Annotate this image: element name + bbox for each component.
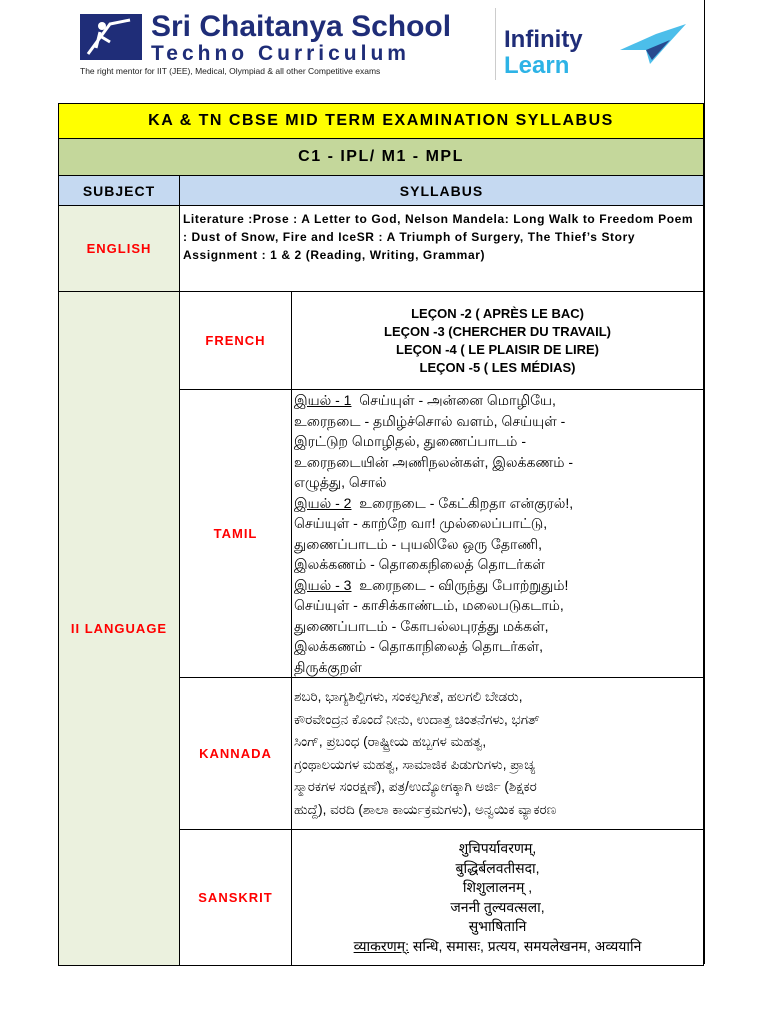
- english-syllabus: [180, 206, 704, 292]
- tamil-line: எழுத்து, சொல்: [294, 474, 387, 490]
- tamil-text: உரைநடை - விருந்து போற்றுதும்!: [351, 576, 569, 593]
- kannada-line: ಸಿಂಗ್, ಪ್ರಬಂಧ (ರಾಷ್ಟ್ರೀಯ ಹಬ್ಬಗಳ ಮಹತ್ವ,: [294, 734, 487, 749]
- school-tagline: The right mentor for IIT (JEE), Medical, Olympiad & all other Competitive exams: [80, 66, 381, 76]
- subject-french: FRENCH: [180, 292, 292, 390]
- infinity-learn-logo: [504, 20, 694, 80]
- subject-kannada: KANNADA: [180, 678, 292, 830]
- french-line: LEÇON -2 ( APRÈS LE BAC): [411, 305, 584, 321]
- tamil-line: இலக்கணம் - தொகாநிலைத் தொடர்கள்,: [294, 638, 544, 654]
- table-row-french: [59, 292, 704, 390]
- tamil-line: திருக்குறள்: [294, 658, 362, 675]
- kannada-line: ಕೌರವೇಂದ್ರನ ಕೊಂದೆ ನೀನು, ಉದಾತ್ತ ಚಿಂತನೆಗಳು, ಭಗತ್: [294, 711, 540, 727]
- sanskrit-text: सन्धि, समासः, प्रत्यय, समयलेखनम, अव्ययानि: [409, 937, 642, 954]
- subject-sanskrit: SANSKRIT: [180, 830, 292, 966]
- kannada-line: ಸ್ಮಾರಕಗಳ ಸಂರಕ್ಷಣೆ), ಪತ್ರ/ಉದ್ಯೋಗಕ್ಕಾಗಿ ಅರ್ಜಿ (ಶಿಕ್ಷಕರ: [294, 779, 537, 794]
- tamil-syllabus: [292, 390, 704, 678]
- subject-tamil: TAMIL: [180, 390, 292, 678]
- tamil-line: [294, 575, 699, 596]
- french-line: LEÇON -5 ( LES MÉDIAS): [419, 359, 576, 375]
- tamil-line: இரட்டுற மொழிதல், துணைப்பாடம் -: [294, 433, 526, 449]
- tamil-line: உரைநடை - தமிழ்ச்சொல் வளம், செய்யுள் -: [294, 412, 566, 429]
- header-divider: [495, 8, 496, 80]
- column-header-syllabus: SYLLABUS: [180, 176, 704, 206]
- tamil-line: [294, 493, 699, 514]
- sanskrit-line: सुभाषितानि: [468, 918, 527, 934]
- subtitle-row: [59, 139, 704, 176]
- french-syllabus: [292, 292, 704, 390]
- tamil-line: செய்யுள் - காசிக்காண்டம், மலைபடுகடாம்,: [294, 597, 564, 613]
- brand-line-2: Learn: [504, 52, 570, 79]
- school-name: Sri Chaitanya School: [151, 10, 452, 43]
- table-title: KA & TN CBSE MID TERM EXAMINATION SYLLABUS: [59, 104, 704, 139]
- column-header-subject: SUBJECT: [59, 176, 180, 206]
- kannada-line: ಶಬರಿ, ಭಾಗ್ಯಶಿಲ್ಪಿಗಳು, ಸಂಕಲ್ಪಗೀತೆ, ಹಲಗಲಿ ಬೇಡರು,: [294, 689, 523, 704]
- kannada-line: ಗ್ರಂಥಾಲಯಗಳ ಮಹತ್ವ, ಸಾಮಾಜಿಕ ಪಿಡುಗುಗಳು, ಪ್ರಾಚ್ಯ: [294, 756, 536, 772]
- tamil-text: உரைநடை - கேட்கிறதா என்குரல்!,: [351, 494, 574, 511]
- page-header: [58, 0, 703, 104]
- tamil-unit-2: இயல் - 2: [294, 494, 352, 511]
- tamil-line: [294, 390, 699, 411]
- sanskrit-line: बुद्धिर्बलवतीसदा,: [455, 859, 540, 876]
- school-subtitle: Techno Curriculum: [151, 42, 410, 65]
- english-line: : Dust of Snow, Fire and IceSR : A Triumph of Surgery, The Thief’s Story: [183, 230, 636, 244]
- sanskrit-line: शुचिपर्यावरणम्,: [458, 840, 537, 856]
- table-subtitle: C1 - IPL/ M1 - MPL: [59, 139, 704, 176]
- kannada-syllabus: [292, 678, 704, 830]
- tamil-unit-3: இயல் - 3: [294, 576, 352, 593]
- syllabus-table: [58, 103, 704, 966]
- french-line: LEÇON -4 ( LE PLAISIR DE LIRE): [396, 341, 599, 357]
- sanskrit-line: जननी तुल्यवत्सला,: [450, 898, 545, 915]
- sanskrit-line: [292, 937, 703, 957]
- english-line: Literature :Prose : A Letter to God, Nelson Mandela: Long Walk to Freedom Poem: [183, 212, 694, 226]
- brand-line-1: Infinity: [504, 26, 583, 53]
- tamil-unit-1: இயல் - 1: [294, 392, 352, 408]
- subject-second-language: II LANGUAGE: [59, 292, 180, 966]
- tamil-line: இலக்கணம் - தொகைநிலைத் தொடர்கள்: [294, 556, 546, 572]
- tamil-text: செய்யுள் - அன்னை மொழியே,: [351, 392, 556, 408]
- tamil-line: செய்யுள் - காற்றே வா! முல்லைப்பாட்டு,: [294, 515, 548, 531]
- sanskrit-line: शिशुलालनम् ,: [462, 879, 533, 895]
- school-logo: [80, 14, 142, 60]
- french-line: LEÇON -3 (CHERCHER DU TRAVAIL): [384, 323, 612, 339]
- tamil-line: துணைப்பாடம் - புயலிலே ஒரு தோணி,: [294, 535, 543, 552]
- tamil-line: உரைநடையின் அணிநலன்கள், இலக்கணம் -: [294, 453, 574, 470]
- title-row: [59, 104, 704, 139]
- subject-english: ENGLISH: [59, 206, 180, 292]
- bird-icon: [616, 20, 696, 80]
- english-line: Assignment : 1 & 2 (Reading, Writing, Grammar): [183, 248, 486, 262]
- kannada-line: ಹುದ್ದೆ), ವರದಿ (ಶಾಲಾ ಕಾರ್ಯಕ್ರಮಗಳು), ಅನ್ವಯಿಕ ವ್ಯಾಕರಣ: [294, 801, 557, 817]
- table-row-english: [59, 206, 704, 292]
- column-header-row: [59, 176, 704, 206]
- sanskrit-grammar-label: व्याकरणम्:: [353, 937, 410, 954]
- sanskrit-syllabus: [292, 830, 704, 966]
- tamil-line: துணைப்பாடம் - கோபல்லபுரத்து மக்கள்,: [294, 617, 549, 634]
